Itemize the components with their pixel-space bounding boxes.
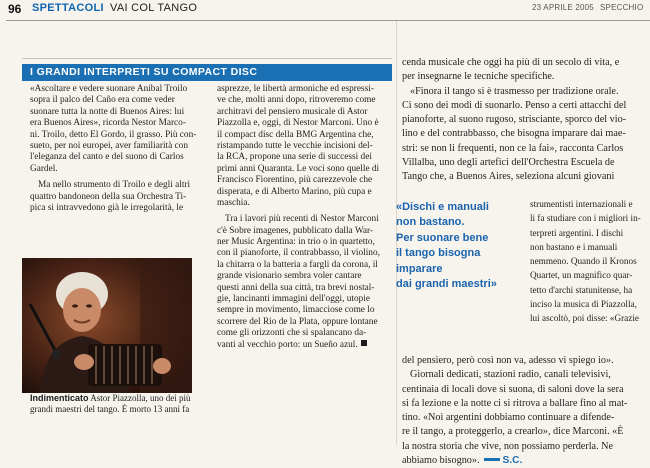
- text-line: Tra i lavori più recenti di Nestor Marconi: [225, 214, 379, 225]
- text-line: per insegnarne le tecniche specifiche.: [402, 71, 555, 83]
- text-line: pica si intravvedono già le irregolarità, le: [30, 202, 184, 213]
- author-signature: S.C.: [502, 455, 523, 467]
- text-line: la chitarra o la batteria a fargli da corona, il: [217, 259, 378, 270]
- text-line: non bastano e i manuali: [530, 241, 618, 252]
- text-line: c'è Sobre imagenes, pubblicato dalla War-: [217, 225, 373, 236]
- text-line: disperata, e di Alberto Marino, più cupa e: [217, 186, 372, 197]
- quote-line: «Dischi e manuali: [396, 201, 489, 213]
- quote-line: il tango bisogna: [396, 247, 481, 260]
- text-line: come gli orizzonti che si spalancano da-: [217, 328, 367, 339]
- text-line: tetto d'archi statunitense, ha: [530, 284, 633, 295]
- text-line: «Finora il tango si è trasmesso per tradizione orale.: [410, 85, 619, 97]
- article-column-mid: [530, 197, 647, 326]
- text-line: la nostra storia che vive, non possiamo perderla. Ne: [402, 440, 614, 452]
- text-line: il compact disc della BMG Argentina che,: [217, 129, 374, 140]
- text-line: terpreti argentini. I dischi: [530, 227, 624, 238]
- text-line: ve che, molti anni dopo, ritroveremo come: [217, 95, 376, 106]
- text-line: ni. Troilo, detto El Gordo, il grasso. Più con-: [30, 129, 197, 140]
- end-mark: [361, 340, 367, 346]
- photo-illustration: [22, 258, 192, 393]
- text-line: sopra il palco del Caño era come veder: [30, 95, 175, 106]
- text-line: architravi del pensiero musicale di Astor: [217, 106, 368, 117]
- text-line: con il pianoforte, il contrabbasso, il violino,: [217, 248, 380, 259]
- text-line: li fa studiare con i migliori in-: [530, 213, 641, 224]
- text-line: del pensiero, però così non va, adesso vi spiego io».: [402, 355, 614, 366]
- end-bar: [484, 458, 500, 461]
- text-line-last: [217, 340, 387, 351]
- text-line: tino. «Noi argentini dobbiamo continuare a difende-: [402, 412, 615, 424]
- text-line: l'eleganza del canto e del suono di Carlos: [30, 152, 184, 163]
- text-line-last: [402, 454, 647, 468]
- text-line: Francisco Fiorentino, più carezzevole che: [217, 175, 373, 186]
- topic-label: VAI COL TANGO: [110, 2, 198, 14]
- article-column-bottom: [402, 354, 647, 468]
- text-line: gie, lancinanti immagini dell'oggi, utopie: [217, 294, 370, 305]
- text-line: centinaia di locali dove si suona, di saloni dove la sera: [402, 383, 624, 395]
- text-line: Ci sono dei modi di suonarlo. Penso a certi attacchi del: [402, 99, 627, 111]
- article-column-top: [402, 56, 647, 185]
- text-line: Tango che, a Buenos Aires, seleziona alcuni giovani: [402, 171, 615, 183]
- text-line: quattro bandoneon della sua Orchestra Ti-: [30, 191, 187, 202]
- text-line: nemmeno. Quando il Kronos: [530, 256, 637, 267]
- text-line: strumentisti internazionali e: [530, 199, 633, 209]
- page-number: 96: [8, 2, 22, 16]
- text-line: ristampando tutte le vecchie incisioni del-: [217, 140, 373, 151]
- text-line: abbiamo bisogno».: [402, 455, 480, 467]
- quote-line: dai grandi maestri»: [396, 277, 497, 290]
- text-line: vanti al vecchio porto: un Sueño azul.: [217, 339, 358, 350]
- box-column-right: [217, 84, 387, 351]
- piazzolla-photo: [22, 258, 192, 393]
- text-line: Piazzolla e, oggi, di Nestor Marconi. Uno è: [217, 118, 379, 129]
- quote-line: imparare: [396, 262, 443, 275]
- text-line: inciso la musica di Piazzolla,: [530, 299, 637, 310]
- photo-caption: [30, 393, 195, 416]
- header-rule: [6, 20, 650, 21]
- text-line: era Buenos Aires», ricorda Nestor Marco-: [30, 118, 186, 129]
- text-line: suonare tutta la notte di Buenos Aires: lui: [30, 106, 185, 117]
- text-line: Villalba, uno degli artefici dell'Orchestra Escuela de: [402, 157, 615, 169]
- text-line: asprezze, le libertà armoniche ed espressi-: [217, 84, 374, 94]
- pull-quote: [396, 200, 526, 292]
- text-line: lino e del contrabbasso, che bisogna imparare dai mae-: [402, 128, 626, 140]
- text-line: pianoforte, al suono rugoso, strisciante, sporco del vio-: [402, 114, 627, 126]
- text-line: Gardel.: [30, 163, 58, 174]
- caption-line: grandi maestri del tango. È morto 13 anni fa: [30, 404, 190, 415]
- text-line: lui ascoltò, poi disse: «Grazie: [530, 313, 639, 324]
- text-line: re il tango, a proteggerlo, a crearlo», dice Marconi. «È: [402, 426, 624, 438]
- text-line: cenda musicale che oggi ha più di un secolo di vita, e: [402, 57, 620, 68]
- section-label: SPETTACOLI: [32, 2, 104, 14]
- text-line: la RCA, propone una serie di successi dei: [217, 152, 372, 163]
- text-line: Ma nello strumento di Troilo e degli altri: [38, 180, 191, 191]
- magazine-name: SPECCHIO: [600, 3, 644, 12]
- text-line: scorrere del Rio de la Plata, oppure lontane: [217, 316, 378, 327]
- text-line: «Ascoltare e vedere suonare Anibal Troilo: [30, 84, 188, 94]
- caption-lead: Indimenticato: [30, 393, 89, 403]
- text-line: Giornali dedicati, stazioni radio, canali televisivi,: [410, 369, 611, 381]
- text-line: questi anni della sua città, tra brevi nostal-: [217, 282, 375, 293]
- issue-date: 23 APRILE 2005: [532, 3, 594, 12]
- box-column-left: [30, 84, 208, 214]
- caption-line: [30, 393, 195, 404]
- quote-line: non bastano.: [396, 216, 465, 229]
- text-line: ner Music Argentina: in trio o in quartetto,: [217, 237, 375, 248]
- text-line: grande visionario sembra voler cantare: [217, 271, 362, 282]
- text-line: si fa lezione e la notte ci si ritrova a ballare fino al mat-: [402, 397, 628, 409]
- caption-text: Astor Piazzolla, uno dei più: [88, 393, 191, 403]
- box-title: I GRANDI INTERPRETI SU COMPACT DISC: [30, 66, 258, 78]
- text-line: sueto, per noi europei, aver familiarità con: [30, 140, 188, 151]
- text-line: stri: se non li frequenti, non ce la fai», racconta Carlos: [402, 142, 624, 154]
- text-line: maschia.: [217, 197, 250, 208]
- text-line: sempre in movimento, limacciose come lo: [217, 305, 375, 316]
- text-line: primi anni Quaranta. Le voci sono quelle di: [217, 163, 380, 174]
- quote-line: Per suonare bene: [396, 231, 489, 244]
- text-line: Quartet, un magnifico quar-: [530, 270, 633, 281]
